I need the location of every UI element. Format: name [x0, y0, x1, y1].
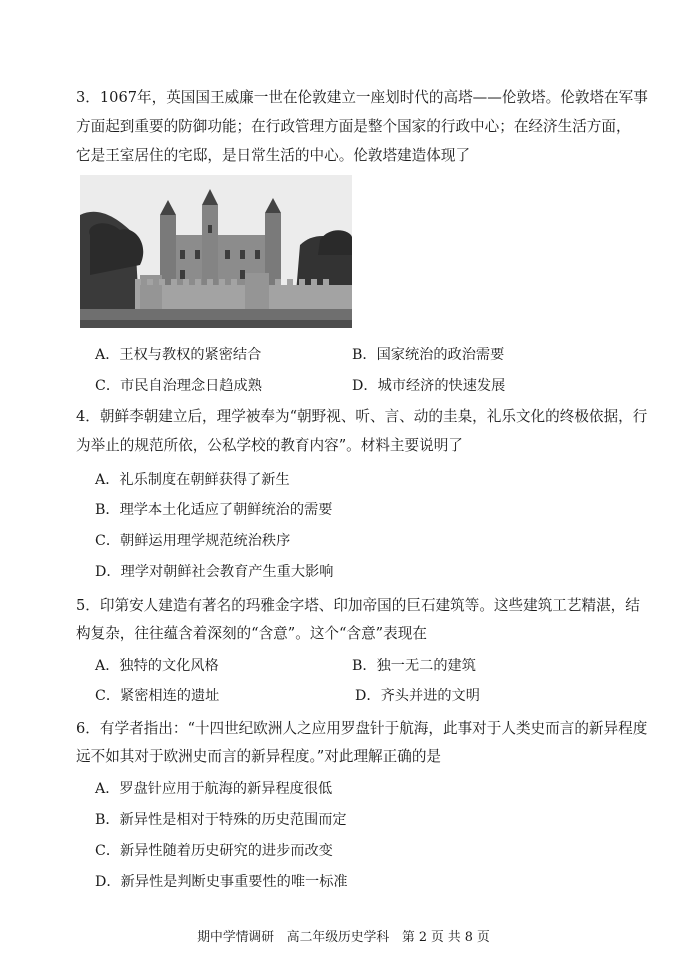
- q5-stem-line-1: 5．印第安人建造有著名的玛雅金字塔、印加帝国的巨石建筑等。这些建筑工艺精湛，结: [76, 597, 640, 614]
- q5-stem-line-2: 构复杂，往往蕴含着深刻的“含意”。这个“含意”表现在: [76, 625, 427, 642]
- q4-stem-line-2: 为举止的规范所依，公私学校的教育内容”。材料主要说明了: [76, 437, 463, 454]
- q3-stem-line-1: 3．1067年，英国国王威廉一世在伦敦建立一座划时代的高塔——伦敦塔。伦敦塔在军事: [76, 89, 648, 106]
- q4-option-b: B．理学本土化适应了朝鲜统治的需要: [95, 502, 333, 518]
- q5-option-c: C．紧密相连的遗址: [95, 688, 220, 704]
- q3-option-a: A．王权与教权的紧密结合: [95, 347, 262, 363]
- q3-option-d: D．城市经济的快速发展: [352, 378, 506, 394]
- q6-option-d: D．新异性是判断史事重要性的唯一标准: [95, 874, 348, 890]
- page-footer: 期中学情调研 高二年级历史学科 第 2 页 共 8 页: [197, 930, 490, 945]
- q3-stem-line-2: 方面起到重要的防御功能；在行政管理方面是整个国家的行政中心；在经济生活方面，: [76, 118, 631, 135]
- q5-option-b: B．独一无二的建筑: [352, 658, 476, 674]
- q3-option-b: B．国家统治的政治需要: [352, 347, 505, 363]
- q5-option-a: A．独特的文化风格: [95, 658, 219, 674]
- q3-option-c: C．市民自治理念日趋成熟: [95, 378, 262, 394]
- q4-stem-line-1: 4．朝鲜李朝建立后，理学被奉为“朝野视、听、言、动的圭臬，礼乐文化的终极依据，行: [76, 408, 648, 425]
- q3-stem-line-3: 它是王室居住的宅邸，是日常生活的中心。伦敦塔建造体现了: [76, 147, 471, 164]
- q6-stem-line-1: 6．有学者指出：“十四世纪欧洲人之应用罗盘针于航海，此事对于人类史而言的新异程度: [76, 720, 648, 737]
- q4-option-d: D．理学对朝鲜社会教育产生重大影响: [95, 564, 334, 580]
- q6-stem-line-2: 远不如其对于欧洲史而言的新异程度。”对此理解正确的是: [76, 748, 442, 765]
- tower-of-london-photo: [80, 175, 352, 328]
- q6-option-a: A．罗盘针应用于航海的新异程度很低: [95, 781, 333, 797]
- q6-option-c: C．新异性随着历史研究的进步而改变: [95, 843, 333, 859]
- q5-option-d: D．齐头并进的文明: [355, 688, 480, 704]
- q4-option-c: C．朝鲜运用理学规范统治秩序: [95, 533, 291, 549]
- q4-option-a: A．礼乐制度在朝鲜获得了新生: [95, 472, 290, 488]
- q6-option-b: B．新异性是相对于特殊的历史范围而定: [95, 812, 347, 828]
